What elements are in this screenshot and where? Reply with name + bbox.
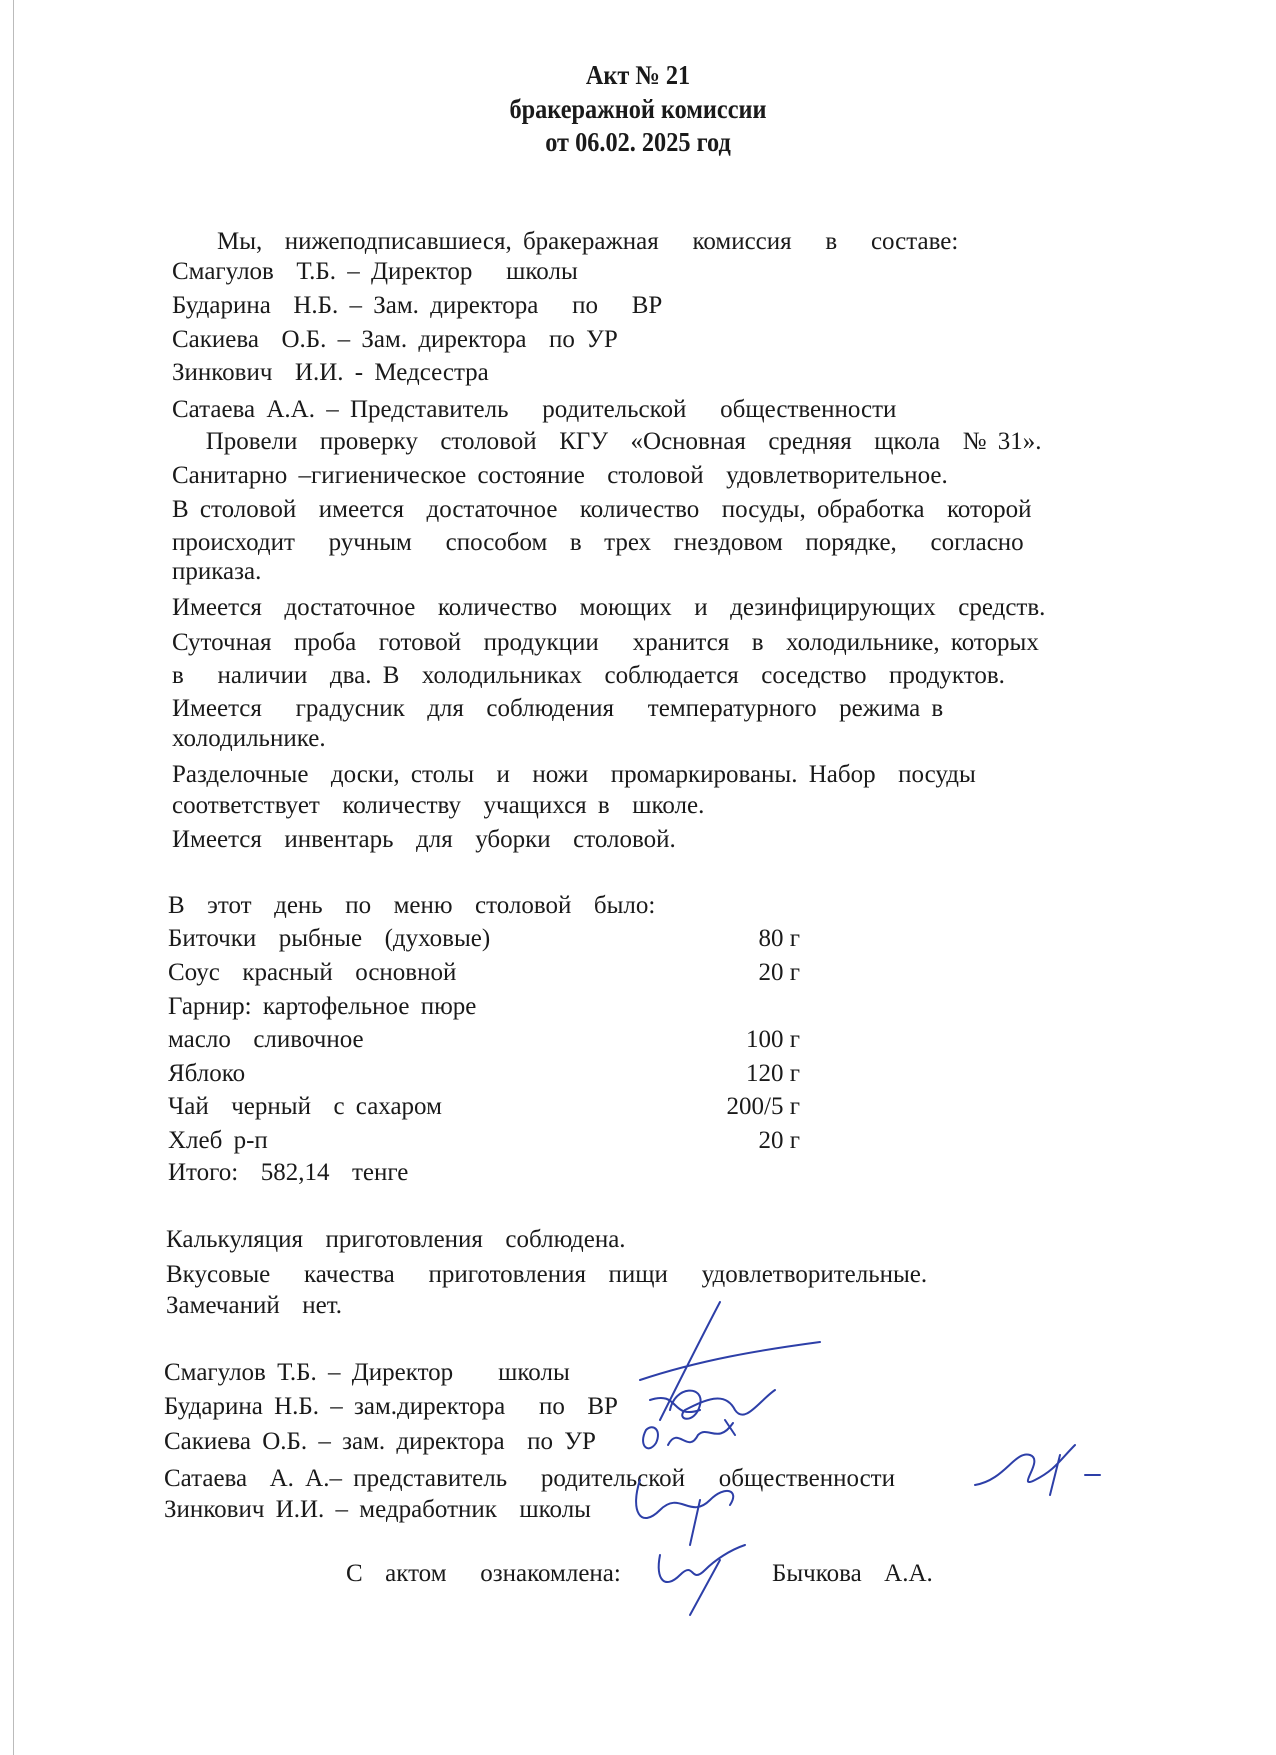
menu-item-qty: 100 г [745, 1026, 800, 1053]
menu-item-name: масло сливочное [168, 1026, 364, 1053]
menu-intro: В этот день по меню столовой было: [168, 892, 656, 919]
body-line: Сакиева О.Б. – Зам. директора по УР [172, 326, 618, 353]
body-line: Бударина Н.Б. – Зам. директора по ВР [172, 292, 663, 319]
signature-zinkovich [630, 1470, 750, 1550]
doc-subtitle: бракеражной комиссии [509, 94, 767, 124]
body-line: Разделочные доски, столы и ножи промаркированы. Набор посуды [172, 761, 976, 788]
menu-total: Итого: 582,14 тенге [168, 1159, 409, 1186]
body-line: соответствует количеству учащихся в школе. [172, 792, 705, 819]
body-line: Санитарно –гигиеническое состояние столовой удовлетворительное. [172, 462, 948, 489]
body-line: Суточная проба готовой продукции хранится в холодильнике, которых [172, 629, 1039, 656]
body-line: Зинкович И.И. - Медсестра [172, 359, 489, 386]
signatory-line: Сакиева О.Б. – зам. директора по УР [164, 1428, 596, 1455]
menu-item-qty: 80 г [758, 925, 800, 952]
conclusion-line: Калькуляция приготовления соблюдена. [166, 1226, 626, 1253]
body-line: Имеется достаточное количество моющих и дезинфицирующих средств. [172, 594, 1046, 621]
body-line: Провели проверку столовой КГУ «Основная средняя щкола № 31». [172, 428, 1042, 455]
body-line: Имеется инвентарь для уборки столовой. [172, 826, 676, 853]
doc-title: Акт № 21 [585, 60, 691, 90]
body-line: происходит ручным способом в трех гнездовом порядке, согласно [172, 529, 1024, 556]
signature-sataeva [975, 1440, 1105, 1500]
signature-sakieva [638, 1415, 738, 1465]
acknowledgment-label: С актом ознакомлена: [346, 1560, 621, 1587]
body-line: холодильнике. [172, 725, 326, 752]
menu-item-qty: 200/5 г [726, 1093, 800, 1120]
menu-item-qty: 20 г [758, 1127, 800, 1154]
body-line: приказа. [172, 558, 262, 585]
body-line: Имеется градусник для соблюдения температурного режима в [172, 695, 944, 722]
menu-item-name: Биточки рыбные (духовые) [168, 925, 491, 952]
acknowledgment-name: Бычкова А.А. [772, 1560, 933, 1587]
conclusion-line: Вкусовые качества приготовления пищи удовлетворительные. [166, 1261, 928, 1288]
menu-item-name: Яблоко [168, 1060, 246, 1087]
menu-item-qty: 120 г [745, 1060, 800, 1087]
body-line: Смагулов Т.Б. – Директор школы [172, 258, 578, 285]
menu-item-qty: 20 г [758, 959, 800, 986]
signatory-line: Бударина Н.Б. – зам.директора по ВР [164, 1393, 618, 1420]
signature-bychkova [650, 1540, 760, 1620]
body-line: В столовой имеется достаточное количество посуды, обработка которой [172, 496, 1032, 523]
menu-item-name: Гарнир: картофельное пюре [168, 993, 477, 1020]
menu-item-name: Хлеб р-п [168, 1127, 268, 1154]
body-line: Мы, нижеподписавшиеся, бракеражная комиссия в составе: [172, 228, 959, 255]
signatory-line: Сатаева А. А.– представитель родительской общественности [164, 1465, 895, 1492]
conclusion-line: Замечаний нет. [166, 1292, 342, 1319]
body-line: в наличии два. В холодильниках соблюдается соседство продуктов. [172, 662, 1005, 689]
menu-item-name: Чай черный с сахаром [168, 1093, 442, 1120]
scan-edge [13, 0, 14, 1755]
body-line: Сатаева А.А. – Представитель родительской общественности [172, 396, 897, 423]
signatory-line: Зинкович И.И. – медработник школы [164, 1496, 591, 1523]
doc-date: от 06.02. 2025 год [545, 127, 731, 157]
signatory-line: Смагулов Т.Б. – Директор школы [164, 1359, 570, 1386]
menu-item-name: Соус красный основной [168, 959, 457, 986]
